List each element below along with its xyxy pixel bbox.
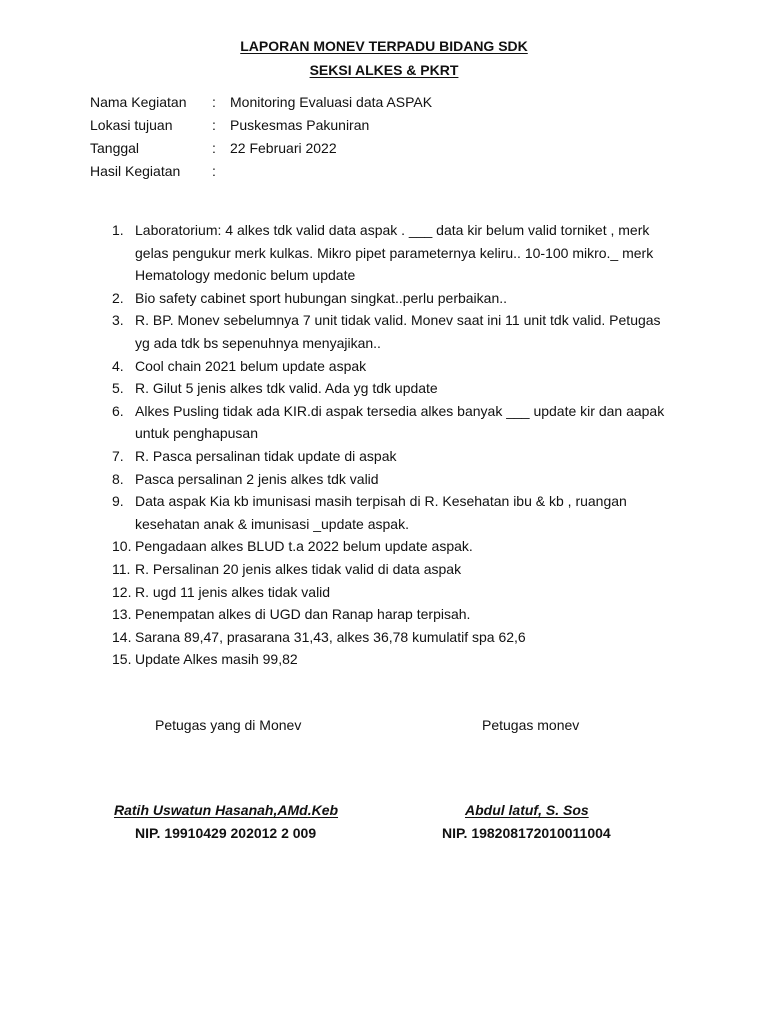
item-text: R. Persalinan 20 jenis alkes tidak valid di data aspak: [135, 560, 462, 577]
item-text: R. Pasca persalinan tidak update di aspak: [135, 447, 397, 464]
item-text: Alkes Pusling tidak ada KIR.di aspak tersedia alkes banyak ___ update kir dan aapak untuk penghapusan: [135, 402, 665, 442]
list-item: [112, 400, 672, 445]
meta-colon: :: [212, 94, 216, 110]
meta-row-lokasi-tujuan: [90, 117, 432, 140]
list-item: [112, 626, 672, 649]
list-item: [112, 581, 672, 604]
report-subtitle: SEKSI ALKES & PKRT: [309, 62, 459, 78]
list-item: [112, 355, 672, 378]
list-item: [112, 648, 672, 671]
signature-nip-right: NIP. 198208172010011004: [442, 825, 611, 841]
meta-label: Tanggal: [90, 140, 140, 156]
item-number: 10.: [112, 538, 132, 555]
findings-list: [112, 219, 672, 671]
item-number: 12.: [112, 583, 132, 600]
item-number: 15.: [112, 651, 132, 668]
item-text: Pengadaan alkes BLUD t.a 2022 belum update aspak.: [135, 538, 473, 555]
list-item: [112, 445, 672, 468]
item-number: 5.: [112, 380, 124, 397]
item-number: 8.: [112, 470, 124, 487]
meta-block: [90, 94, 432, 186]
list-item: [112, 535, 672, 558]
item-text: Laboratorium: 4 alkes tdk valid data aspak . ___ data kir belum valid torniket , merk gelas pengukur merk kulkas. Mikro pipet parameternya keliru.. 10-100 mikro._ merk Hematology medonic belum update: [135, 222, 654, 284]
signature-name-right: Abdul latuf, S. Sos: [465, 802, 589, 818]
list-item: [112, 309, 672, 354]
meta-label: Hasil Kegiatan: [90, 163, 181, 179]
signature-title-right: Petugas monev: [482, 717, 580, 733]
item-text: R. ugd 11 jenis alkes tidak valid: [135, 583, 331, 600]
list-item: [112, 558, 672, 581]
signature-title-left: Petugas yang di Monev: [155, 717, 302, 733]
meta-row-tanggal: [90, 140, 432, 163]
report-title: LAPORAN MONEV TERPADU BIDANG SDK: [240, 38, 528, 54]
meta-colon: :: [212, 117, 216, 133]
item-text: Bio safety cabinet sport hubungan singkat..perlu perbaikan..: [135, 289, 508, 306]
meta-value: Puskesmas Pakuniran: [230, 117, 370, 133]
item-text: Pasca persalinan 2 jenis alkes tdk valid: [135, 470, 379, 487]
item-text: R. BP. Monev sebelumnya 7 unit tidak valid. Monev saat ini 11 unit tdk valid. Petugas yg ada tdk bs sepenuhnya menyajikan..: [135, 312, 661, 351]
item-number: 6.: [112, 402, 124, 419]
signature-nip-left: NIP. 19910429 202012 2 009: [135, 825, 317, 841]
item-text: R. Gilut 5 jenis alkes tdk valid. Ada yg tdk update: [135, 380, 438, 397]
item-number: 1.: [112, 222, 124, 238]
item-text: Data aspak Kia kb imunisasi masih terpisah di R. Kesehatan ibu & kb , ruangan kesehatan anak & imunisasi _update aspak.: [135, 493, 627, 532]
item-number: 2.: [112, 289, 124, 306]
meta-value: Monitoring Evaluasi data ASPAK: [230, 94, 433, 110]
signature-name-left: Ratih Uswatun Hasanah,AMd.Keb: [114, 802, 339, 818]
meta-colon: :: [212, 140, 216, 156]
item-text: Penempatan alkes di UGD dan Ranap harap terpisah.: [135, 606, 471, 623]
item-number: 3.: [112, 312, 124, 329]
item-number: 13.: [112, 606, 132, 623]
meta-row-hasil-kegiatan: [90, 163, 432, 186]
item-text: Update Alkes masih 99,82: [135, 651, 298, 668]
item-number: 7.: [112, 447, 124, 464]
item-text: Cool chain 2021 belum update aspak: [135, 357, 367, 374]
meta-colon: :: [212, 163, 216, 179]
meta-value: 22 Februari 2022: [230, 140, 337, 156]
item-number: 11.: [112, 560, 131, 577]
list-item: [112, 377, 672, 400]
list-item: [112, 468, 672, 491]
list-item: [112, 490, 672, 535]
meta-label: Nama Kegiatan: [90, 94, 187, 110]
item-number: 9.: [112, 493, 124, 510]
item-number: 14.: [112, 628, 132, 645]
list-item: [112, 287, 672, 310]
meta-label: Lokasi tujuan: [90, 117, 173, 133]
meta-row-nama-kegiatan: [90, 94, 432, 117]
item-number: 4.: [112, 357, 124, 374]
list-item: [112, 603, 672, 626]
item-text: Sarana 89,47, prasarana 31,43, alkes 36,78 kumulatif spa 62,6: [135, 628, 526, 645]
list-item: [112, 219, 672, 287]
